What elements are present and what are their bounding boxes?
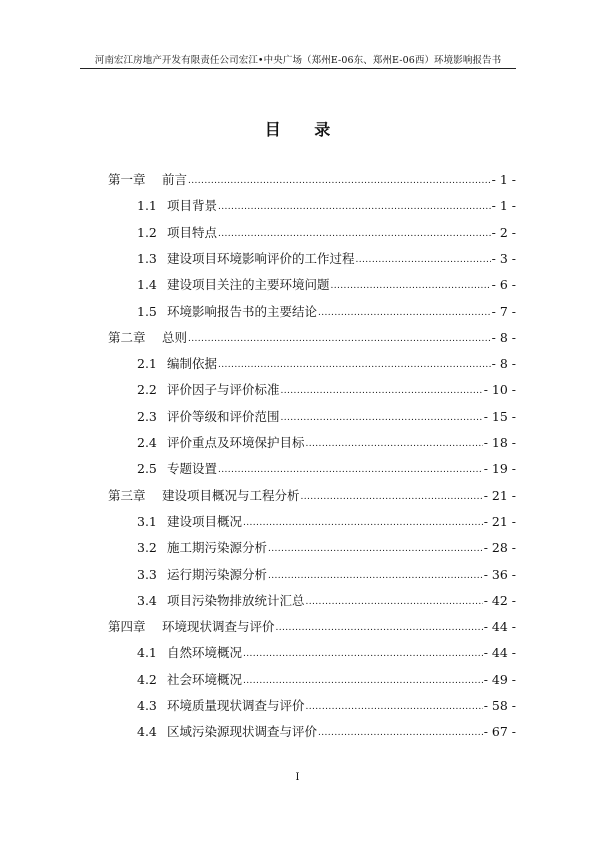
toc-chapter-entry[interactable] [108,486,516,506]
toc-chapter-entry[interactable] [108,328,516,348]
toc-entry-title: 环境质量现状调查与评价 [167,698,305,713]
toc-entry-title: 环境现状调查与评价 [162,619,275,635]
toc-section-entry[interactable] [137,512,516,532]
dot-leader [318,724,483,736]
toc-entry-title: 社会环境概况 [167,671,243,687]
dot-leader [188,330,491,342]
toc-entry-page: - 49 - [483,671,516,687]
dot-leader [301,488,483,500]
toc-entry-number: 1.3 [137,250,157,266]
toc-entry-title: 编制依据 [167,356,218,372]
dot-leader [218,198,491,210]
toc-entry-page: - 8 - [491,356,516,372]
toc-section-entry[interactable] [137,196,516,216]
dot-leader [306,698,483,710]
dot-leader [281,382,483,394]
toc-section-entry[interactable] [137,302,516,322]
dot-leader [276,619,483,631]
toc-section-entry[interactable] [137,354,516,374]
toc-entry-page: - 42 - [483,592,516,608]
toc-entry-page: - 6 - [491,277,516,293]
dot-leader [243,645,483,657]
toc-entry-page: - 8 - [491,329,516,345]
toc-entry-page: - 58 - [483,698,516,713]
toc-section-entry[interactable] [137,643,516,663]
toc-entry-title: 建设项目概况 [167,513,243,529]
toc-entry-number: 2.3 [137,408,157,424]
toc-entry-number: 3.3 [137,566,157,582]
toc-entry-title: 评价因子与评价标准 [167,382,280,398]
toc-entry-title: 建设项目环境影响评价的工作过程 [167,250,355,266]
toc-entry-number: 4.2 [137,671,157,687]
header-rule [80,68,516,69]
dot-leader [356,251,491,263]
toc-entry-number: 3.2 [137,540,157,556]
dot-leader [243,514,483,526]
toc-entry-page: - 44 - [483,645,516,661]
toc-entry-page: - 28 - [483,540,516,556]
toc-entry-title: 环境影响报告书的主要结论 [167,303,318,319]
toc-section-entry[interactable] [137,407,516,427]
toc-entry-title: 评价重点及环境保护目标 [167,435,305,450]
toc-entry-number: 第一章 [108,172,146,187]
toc-entry-page: - 7 - [491,303,516,319]
toc-entry-page: - 1 - [491,198,516,214]
dot-leader [306,435,483,447]
dot-leader [218,461,483,473]
toc-section-entry[interactable] [137,538,516,558]
toc-entry-title: 建设项目关注的主要环境问题 [167,277,330,293]
toc-entry-page: - 21 - [483,513,516,529]
dot-leader [331,277,491,289]
toc-section-entry[interactable] [137,249,516,269]
dot-leader [306,593,483,605]
toc-entry-page: - 2 - [491,224,516,240]
toc-section-entry[interactable] [137,670,516,690]
toc-entry-number: 2.2 [137,382,157,398]
dot-leader [188,172,491,184]
toc-entry-title: 区域污染源现状调查与评价 [167,724,318,740]
dot-leader [318,304,491,316]
dot-leader [218,356,491,368]
toc-entry-number: 2.5 [137,461,157,477]
toc-title: 目 录 [264,120,345,139]
toc-section-entry[interactable] [137,591,516,611]
dot-leader [243,672,483,684]
page-number: I [295,772,300,783]
toc-entry-title: 施工期污染源分析 [167,540,268,556]
toc-entry-number: 4.3 [137,698,157,713]
dot-leader [268,567,483,579]
toc-entry-number: 3.4 [137,592,157,608]
toc-entry-page: - 21 - [483,487,516,503]
toc-entry-page: - 15 - [483,408,516,424]
toc-section-entry[interactable] [137,275,516,295]
toc-chapter-entry[interactable] [108,617,516,637]
dot-leader [268,540,483,552]
toc-entry-page: - 36 - [483,566,516,582]
toc-entry-page: - 3 - [491,250,516,266]
toc-section-entry[interactable] [137,433,516,453]
toc-entry-page: - 44 - [483,619,516,635]
toc-entry-number: 1.2 [137,224,157,240]
toc-entry-page: - 1 - [491,172,516,187]
running-header: 河南宏江房地产开发有限责任公司宏江•中央广场（郑州E-06东、郑州E-06西）环境影响报告书 [94,55,502,66]
toc-entry-title: 项目特点 [167,224,218,240]
toc-section-entry[interactable] [137,380,516,400]
toc-chapter-entry[interactable] [108,170,516,190]
toc-entry-title: 自然环境概况 [167,645,243,661]
toc-entry-title: 项目污染物排放统计汇总 [167,592,305,608]
toc-entry-title: 建设项目概况与工程分析 [162,487,300,503]
toc-entry-page: - 67 - [483,724,516,740]
toc-entry-title: 总则 [162,329,188,345]
toc-entry-number: 1.4 [137,277,157,293]
toc-entry-title: 评价等级和评价范围 [167,408,280,424]
toc-entry-title: 项目背景 [167,198,218,214]
toc-entry-title: 专题设置 [167,461,218,477]
toc-entry-title: 运行期污染源分析 [167,566,268,582]
dot-leader [281,409,483,421]
toc-entry-number: 2.1 [137,356,157,372]
toc-entry-page: - 10 - [483,382,516,398]
toc-section-entry[interactable] [137,722,516,742]
toc-entry-number: 1.1 [137,198,157,214]
toc-entry-number: 4.4 [137,724,157,740]
toc-section-entry[interactable] [137,223,516,243]
toc-section-entry[interactable] [137,459,516,479]
dot-leader [218,225,491,237]
toc-entry-number: 第四章 [108,619,146,635]
toc-entry-number: 第三章 [108,487,146,503]
toc-section-entry[interactable] [137,565,516,585]
toc-entry-number: 4.1 [137,645,157,661]
toc-entry-number: 3.1 [137,513,157,529]
toc-entry-page: - 18 - [483,435,516,450]
toc-section-entry[interactable] [137,696,516,716]
toc-entry-page: - 19 - [483,461,516,477]
toc-entry-title: 前言 [162,172,188,187]
toc-entry-number: 第二章 [108,329,146,345]
toc-entry-number: 2.4 [137,435,157,450]
toc-entry-number: 1.5 [137,303,157,319]
